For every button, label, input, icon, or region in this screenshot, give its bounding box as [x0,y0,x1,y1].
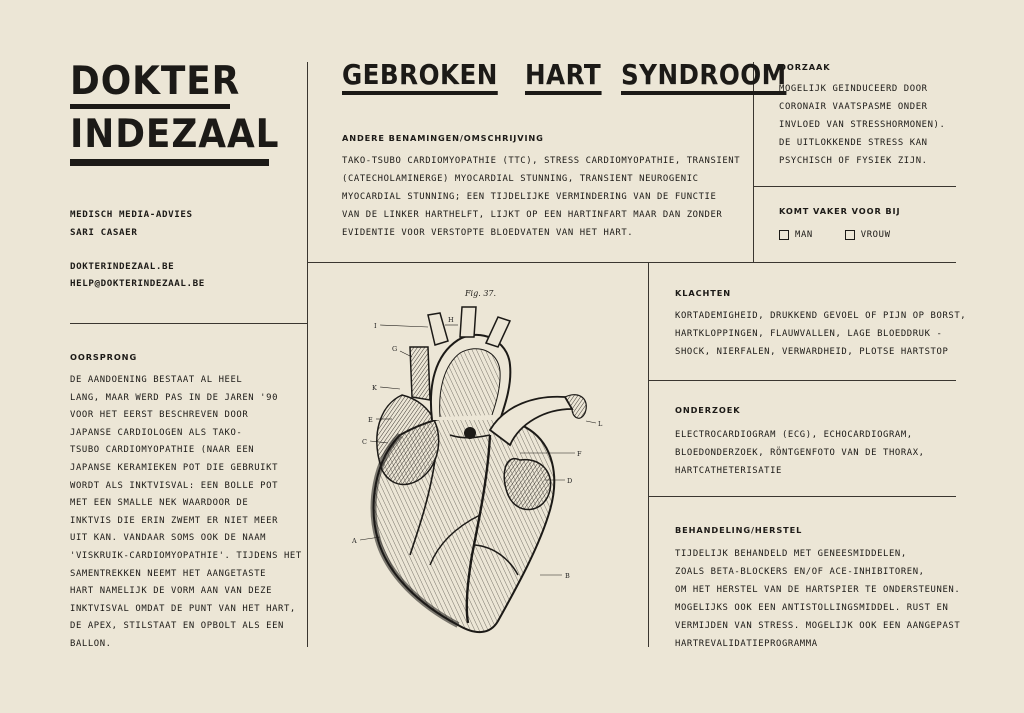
logo-line1: DOKTER [70,59,241,104]
label-k: K [372,384,377,392]
email-link[interactable]: HELP@DOKTERINDEZAAL.BE [70,278,205,289]
logo-rule [70,104,230,109]
klachten-text: KORTADEMIGHEID, DRUKKEND GEVOEL OF PIJN OP BORST, HARTKLOPPINGEN, FLAUWVALLEN, LAGE BLOEDDRUK - SHOCK, NIERFALEN, VERWARDHEID, PLOTSE HARTSTOP [675,311,967,357]
oorsprong-text: DE AANDOENING BESTAAT AL HEEL LANG, MAAR WERD PAS IN DE JAREN '90 VOOR HET EERST BESCHREVEN DOOR JAPANSE CARDIOLOGEN ALS TAKO- TSUBO CARDIOMYOPATHIE (NAAR EEN JAPANSE KERAMIEKEN POT DIE GEBRUIKT WORDT ALS INKTVISVAL: EEN BOLLE POT MET EEN SMALLE NEK WAARDOOR DE INKTVIS DIE ERIN ZWEMT ER NIET MEER UIT KAN. VANDAAR SOMS OOK DE NAAM 'VISKRUIK-CARDIOMYOPATHIE'. TIJDENS HET SAMENTREKKEN NEEMT HET AANGETASTE HART NAMELIJK DE VORM AAN VAN DEZE INKTVISVAL OMDAT DE PUNT VAN HET HART, DE APEX, STILSTAAT EN OPBOLT ALS EEN BALLON. [70,375,302,649]
vrouw-label: VROUW [860,230,891,240]
divider [648,262,649,647]
andere-text: TAKO-TSUBO CARDIOMYOPATHIE (TTC), STRESS CARDIOMYOPATHIE, TRANSIENT (CATECHOLAMINERGE) MYOCARDIAL STUNNING, TRANSIENT NEUROGENIC MYOCARDIAL STUNNING; EEN TIJDELIJKE VERMINDERING VAN DE FUNCTIE VAN DE LINKER HARTHELFT, LIJKT OP EEN HARTINFART MAAR DAN ZONDER EVIDENTIE VOOR VERSTOPTE BLOEDVATEN VAN HET HART. [342,156,741,238]
behandeling-text: TIJDELIJK BEHANDELD MET GENEESMIDDELEN, ZOALS BETA-BLOCKERS EN/OF ACE-INHIBITOREN, OM HET HERSTEL VAN DE HARTSPIER TE ONDERSTEUNEN. MOGELIJKS OOK EEN ANTISTOLLINGSMIDDEL. RUST EN VERMIJDEN VAN STRESS. MOGELIJK OOK EEN AANGEPAST HARTREVALIDATIEPROGRAMMA [675,549,961,649]
page-title [342,60,821,95]
section-heading: KLACHTEN [675,288,731,298]
section-heading: ONDERZOEK [675,405,741,415]
label-i: I [374,322,377,330]
section-heading: ANDERE BENAMINGEN/OMSCHRIJVING [342,133,544,143]
title-word: HART [525,60,601,95]
label-c: C [362,438,367,446]
anatomical-heart-icon [340,285,620,650]
onderzoek-text: ELECTROCARDIOGRAM (ECG), ECHOCARDIOGRAM, BLOEDONDERZOEK, RÖNTGENFOTO VAN DE THORAX, HARTCATHETERISATIE [675,430,925,476]
title-word: GEBROKEN [342,60,498,95]
section-heading: OORZAAK [779,62,831,72]
label-a: A [352,537,357,545]
divider [307,262,956,263]
label-h: H [448,316,454,324]
label-e: E [368,416,373,424]
logo-rule [70,159,269,166]
website-link[interactable]: DOKTERINDEZAAL.BE [70,261,175,272]
heart-figure [340,285,620,650]
label-d: D [567,477,573,485]
divider [753,186,956,187]
divider [648,496,956,497]
divider [307,62,308,647]
label-l: L [598,420,603,428]
section-heading: BEHANDELING/HERSTEL [675,525,803,535]
label-b: B [565,572,570,580]
section-heading: OORSPRONG [70,352,138,362]
author-name: SARI CASAER [70,227,138,238]
logo-line2: INDEZAAL [70,112,280,157]
vrouw-checkbox[interactable] [845,230,855,240]
title-word: SYNDROOM [621,60,787,95]
divider [70,323,307,324]
gender-options [779,226,891,244]
label-g: G [392,345,398,353]
section-heading: KOMT VAKER VOOR BIJ [779,206,901,216]
figure-caption: Fig. 37. [465,289,497,298]
man-checkbox[interactable] [779,230,789,240]
oorzaak-text: MOGELIJK GEINDUCEERD DOOR CORONAIR VAATSPASME ONDER INVLOED VAN STRESSHORMONEN). DE UITLOKKENDE STRESS KAN PSYCHISCH OF FYSIEK ZIJN. [779,84,946,166]
man-label: MAN [795,230,813,240]
service-label: MEDISCH MEDIA-ADVIES [70,209,193,220]
label-f: F [577,450,582,458]
divider [648,380,956,381]
